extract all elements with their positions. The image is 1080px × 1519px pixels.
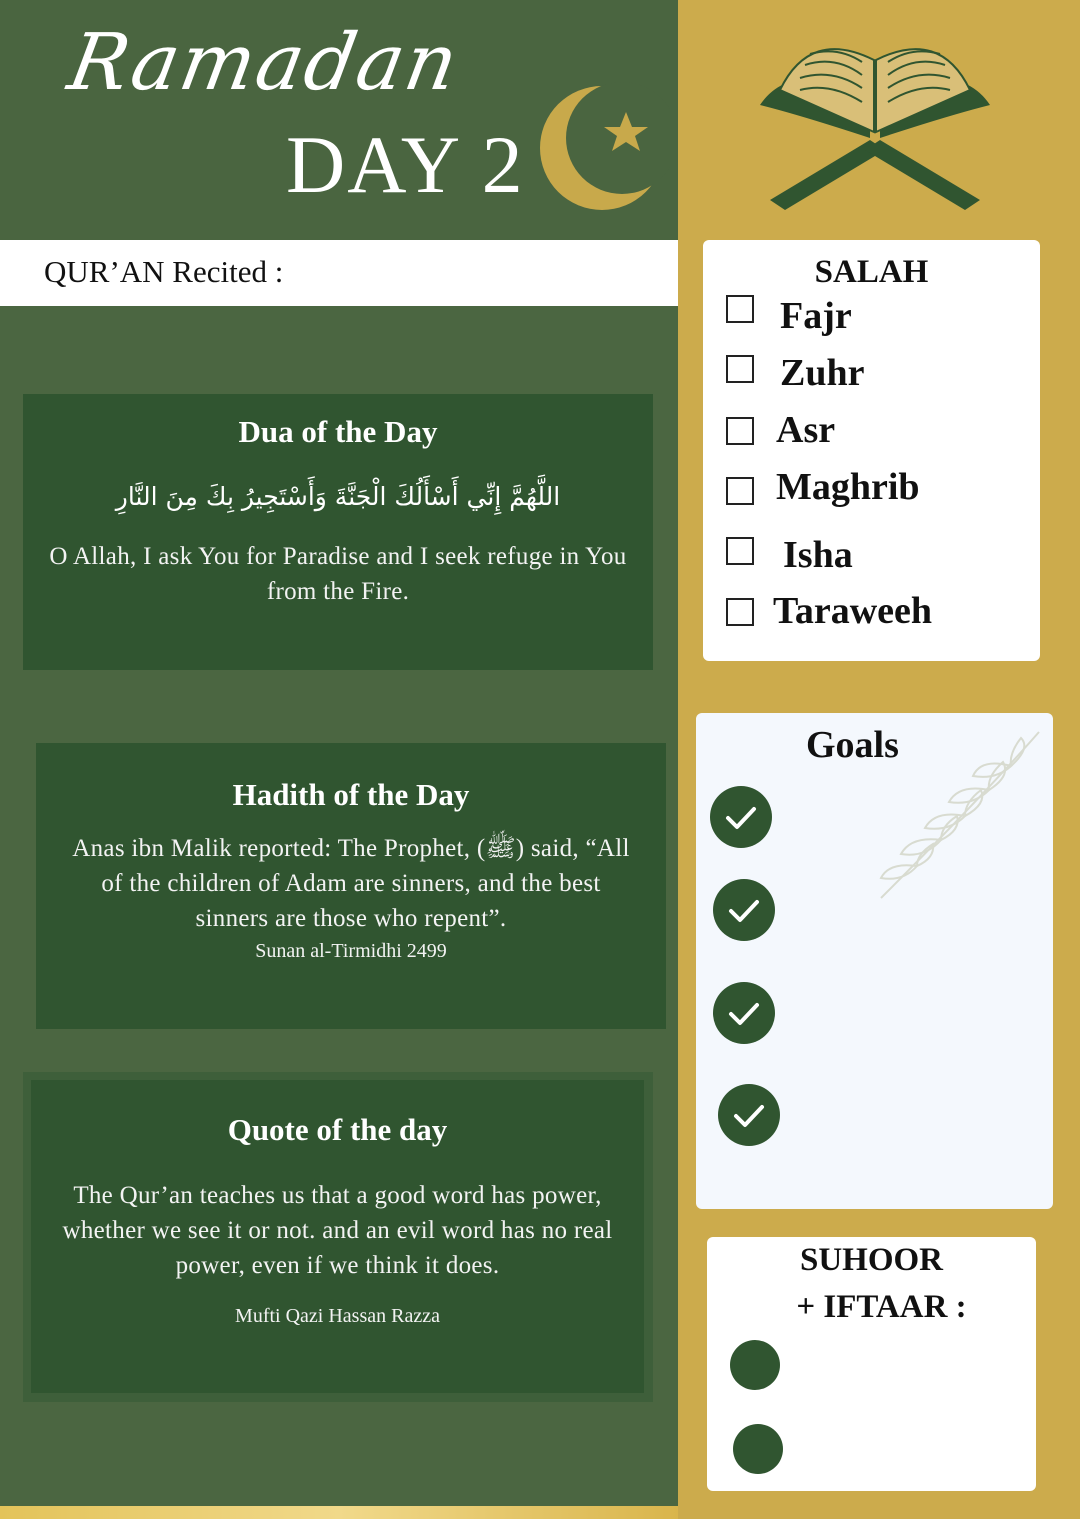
prayer-fajr: Fajr — [780, 295, 852, 337]
asr-checkbox[interactable] — [726, 417, 754, 445]
salah-card — [703, 240, 1040, 661]
check-icon — [718, 1084, 780, 1146]
maghrib-checkbox[interactable] — [726, 477, 754, 505]
fajr-checkbox[interactable] — [726, 295, 754, 323]
check-icon — [713, 879, 775, 941]
quote-text: The Qur’an teaches us that a good word has power, whether we see it or not. and an evil word has no real power, even if we think it does. — [62, 1182, 613, 1279]
zuhr-checkbox[interactable] — [726, 355, 754, 383]
quote-author: Mufti Qazi Hassan Razza — [235, 1305, 440, 1327]
hadith-title: Hadith of the Day — [232, 777, 470, 812]
hadith-reference: Sunan al-Tirmidhi 2499 — [255, 940, 447, 962]
suhoor-iftaar-title — [707, 1237, 1036, 1331]
quran-recited-label: QUR’AN Recited : — [44, 254, 284, 289]
goal-check-3[interactable] — [713, 982, 775, 1044]
check-icon — [713, 982, 775, 1044]
dua-card — [23, 394, 653, 670]
goal-check-4[interactable] — [718, 1084, 780, 1146]
prayer-zuhr: Zuhr — [780, 352, 865, 394]
gold-bottom-strip — [0, 1506, 678, 1519]
dua-title: Dua of the Day — [238, 414, 438, 449]
check-icon — [710, 786, 772, 848]
isha-checkbox[interactable] — [726, 537, 754, 565]
taraweeh-checkbox[interactable] — [726, 598, 754, 626]
suhoor-title-line1: SUHOOR — [799, 1242, 944, 1278]
suhoor-title-line2: + IFTAAR : — [796, 1289, 967, 1325]
dua-translation: O Allah, I ask You for Paradise and I seek refuge in You from the Fire. — [49, 543, 627, 605]
prayer-maghrib: Maghrib — [776, 466, 920, 508]
goal-check-1[interactable] — [710, 786, 772, 848]
goals-title: Goals — [806, 724, 899, 766]
leaf-branch-icon — [861, 728, 1046, 908]
goal-check-2[interactable] — [713, 879, 775, 941]
script-title: Ramadan — [62, 18, 467, 108]
salah-title: SALAH — [814, 254, 929, 290]
quote-card — [31, 1080, 644, 1393]
quote-title: Quote of the day — [227, 1112, 448, 1147]
dua-arabic: اللَّهُمَّ إِنِّي أَسْأَلُكَ الْجَنَّةَ وَأَسْتَجِيرُ بِكَ مِنَ النَّارِ — [115, 482, 561, 511]
prayer-isha: Isha — [783, 534, 853, 576]
suhoor-marker[interactable] — [730, 1340, 780, 1390]
crescent-star-icon — [540, 82, 670, 214]
prayer-taraweeh: Taraweeh — [773, 590, 933, 632]
day-title: DAY 2 — [286, 119, 525, 210]
iftaar-marker[interactable] — [733, 1424, 783, 1474]
prayer-asr: Asr — [776, 409, 836, 451]
hadith-card — [36, 743, 666, 1029]
quran-book-icon — [750, 20, 1000, 215]
hadith-text: Anas ibn Malik reported: The Prophet, (ﷺ) said, “All of the children of Adam are sinners, and the best sinners are those who repent”. — [72, 835, 630, 932]
